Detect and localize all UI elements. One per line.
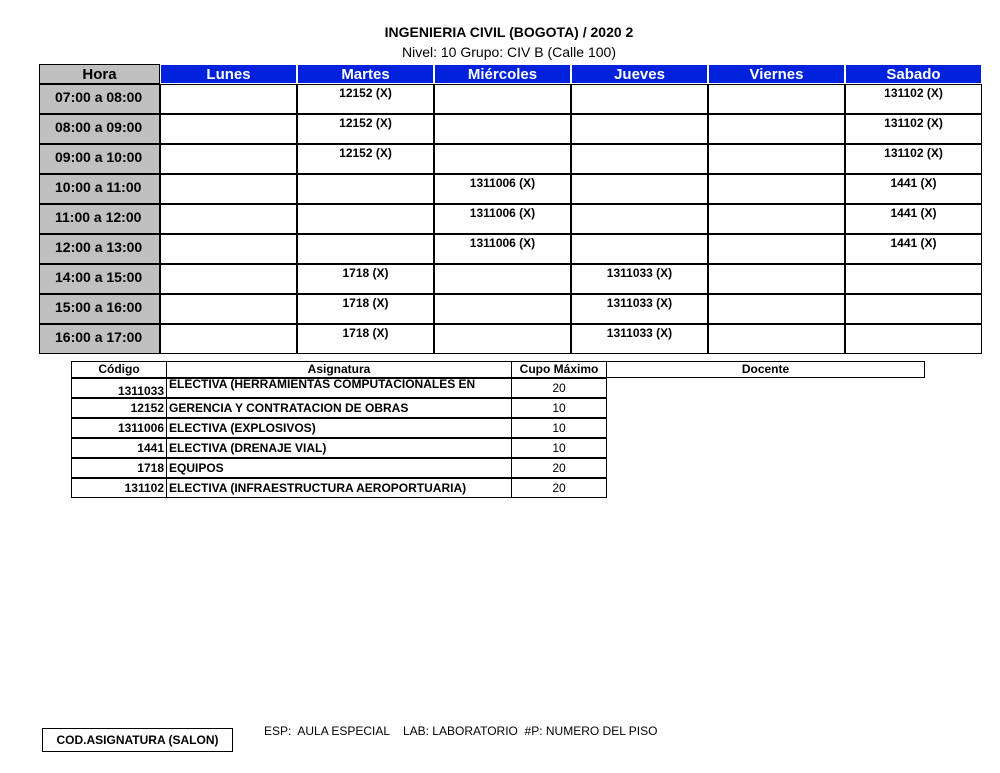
subject-cupo: 20: [511, 478, 607, 498]
schedule-cell: [297, 234, 434, 264]
schedule-cell: [160, 204, 297, 234]
schedule-cell: [845, 294, 982, 324]
header-hora: Hora: [39, 64, 160, 84]
schedule-cell: 1441 (X): [845, 234, 982, 264]
subject-name: GERENCIA Y CONTRATACION DE OBRAS: [166, 398, 512, 418]
schedule-cell: [434, 324, 571, 354]
schedule-cell: 131102 (X): [845, 84, 982, 114]
schedule-cell: 1718 (X): [297, 264, 434, 294]
schedule-cell: 1311033 (X): [571, 324, 708, 354]
schedule-cell: [845, 264, 982, 294]
schedule-cell: 1311006 (X): [434, 204, 571, 234]
schedule-cell: [708, 144, 845, 174]
subject-name: ELECTIVA (HERRAMIENTAS COMPUTACIONALES EN: [166, 378, 512, 398]
header-day-5: Sabado: [845, 64, 982, 84]
schedule-cell: [708, 84, 845, 114]
subjects-header-name: Asignatura: [166, 361, 512, 378]
legend-code-box: COD.ASIGNATURA (SALON): [42, 728, 233, 752]
schedule-cell: [160, 84, 297, 114]
schedule-cell: [434, 294, 571, 324]
schedule-cell: [571, 144, 708, 174]
hour-label: 14:00 a 15:00: [39, 264, 160, 294]
subject-cupo: 20: [511, 458, 607, 478]
schedule-cell: 1311033 (X): [571, 264, 708, 294]
header-day-1: Martes: [297, 64, 434, 84]
hour-label: 07:00 a 08:00: [39, 84, 160, 114]
subject-cupo: 10: [511, 418, 607, 438]
schedule-cell: 1718 (X): [297, 324, 434, 354]
schedule-cell: [160, 144, 297, 174]
schedule-cell: [571, 234, 708, 264]
subjects-header-docente: Docente: [606, 361, 925, 378]
schedule-cell: [160, 294, 297, 324]
schedule-cell: 131102 (X): [845, 144, 982, 174]
header-day-0: Lunes: [160, 64, 297, 84]
subjects-header-cupo: Cupo Máximo: [511, 361, 607, 378]
schedule-cell: 1441 (X): [845, 174, 982, 204]
schedule-cell: [434, 114, 571, 144]
schedule-cell: 12152 (X): [297, 114, 434, 144]
subject-code: 1718: [71, 458, 167, 478]
schedule-cell: [160, 114, 297, 144]
schedule-cell: [708, 204, 845, 234]
schedule-cell: [160, 174, 297, 204]
schedule-cell: [434, 84, 571, 114]
header-day-4: Viernes: [708, 64, 845, 84]
page-subtitle: Nivel: 10 Grupo: CIV B (Calle 100): [402, 44, 616, 60]
schedule-cell: 1311006 (X): [434, 174, 571, 204]
schedule-cell: 1311006 (X): [434, 234, 571, 264]
subject-name: ELECTIVA (INFRAESTRUCTURA AEROPORTUARIA): [166, 478, 512, 498]
subjects-header-code: Código: [71, 361, 167, 378]
subject-cupo: 10: [511, 398, 607, 418]
subject-code: 1311033: [71, 378, 167, 398]
schedule-grid: [39, 64, 981, 354]
schedule-cell: [571, 174, 708, 204]
hour-label: 08:00 a 09:00: [39, 114, 160, 144]
hour-label: 16:00 a 17:00: [39, 324, 160, 354]
legend-notes: ESP: AULA ESPECIAL LAB: LABORATORIO #P: NUMERO DEL PISO: [264, 724, 658, 738]
schedule-cell: 131102 (X): [845, 114, 982, 144]
schedule-cell: [571, 114, 708, 144]
schedule-cell: [434, 144, 571, 174]
schedule-cell: [708, 114, 845, 144]
schedule-cell: [708, 174, 845, 204]
schedule-cell: [571, 84, 708, 114]
subject-name: EQUIPOS: [166, 458, 512, 478]
subject-name: ELECTIVA (DRENAJE VIAL): [166, 438, 512, 458]
schedule-cell: [845, 324, 982, 354]
subject-code: 12152: [71, 398, 167, 418]
subject-cupo: 10: [511, 438, 607, 458]
schedule-cell: 1441 (X): [845, 204, 982, 234]
page-title: INGENIERIA CIVIL (BOGOTA) / 2020 2: [384, 24, 634, 40]
schedule-cell: 12152 (X): [297, 144, 434, 174]
schedule-cell: 1311033 (X): [571, 294, 708, 324]
schedule-cell: [571, 204, 708, 234]
schedule-cell: 1718 (X): [297, 294, 434, 324]
schedule-cell: [297, 204, 434, 234]
hour-label: 15:00 a 16:00: [39, 294, 160, 324]
hour-label: 12:00 a 13:00: [39, 234, 160, 264]
header-day-2: Miércoles: [434, 64, 571, 84]
header-day-3: Jueves: [571, 64, 708, 84]
subject-code: 1311006: [71, 418, 167, 438]
subject-cupo: 20: [511, 378, 607, 398]
schedule-cell: [297, 174, 434, 204]
schedule-cell: [160, 264, 297, 294]
subject-code: 131102: [71, 478, 167, 498]
schedule-cell: 12152 (X): [297, 84, 434, 114]
schedule-cell: [160, 234, 297, 264]
schedule-cell: [708, 264, 845, 294]
schedule-cell: [708, 324, 845, 354]
schedule-cell: [708, 294, 845, 324]
hour-label: 10:00 a 11:00: [39, 174, 160, 204]
schedule-cell: [160, 324, 297, 354]
hour-label: 09:00 a 10:00: [39, 144, 160, 174]
hour-label: 11:00 a 12:00: [39, 204, 160, 234]
schedule-cell: [708, 234, 845, 264]
schedule-cell: [434, 264, 571, 294]
subject-name: ELECTIVA (EXPLOSIVOS): [166, 418, 512, 438]
subject-code: 1441: [71, 438, 167, 458]
